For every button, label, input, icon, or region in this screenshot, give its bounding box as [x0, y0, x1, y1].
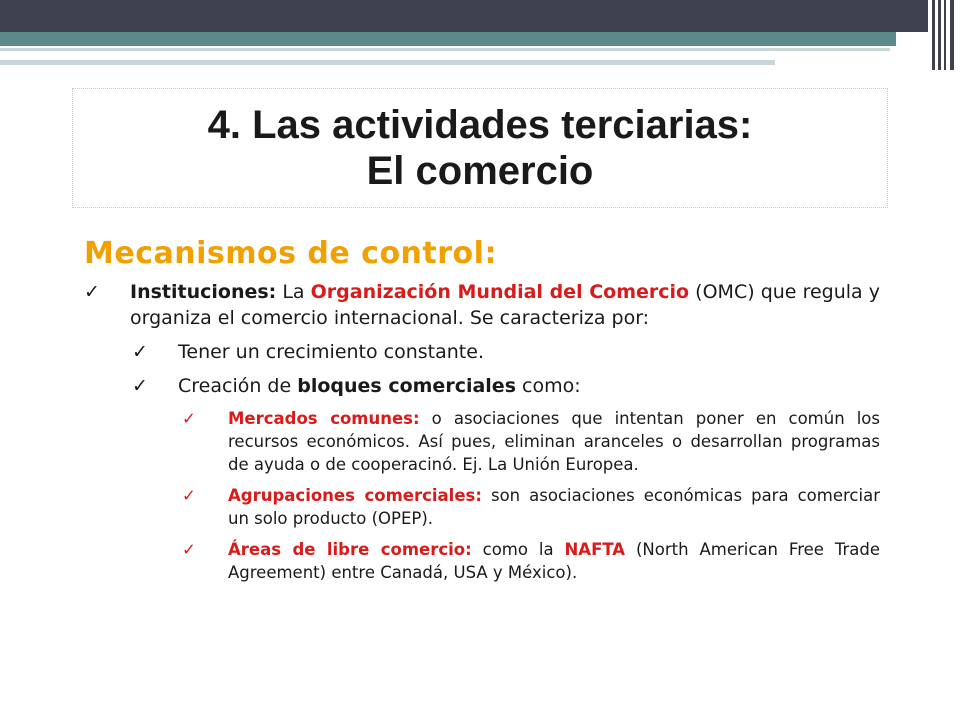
- bullet-label: Agrupaciones comerciales:: [228, 486, 482, 505]
- bullet-instituciones: [84, 279, 880, 331]
- checkmark-icon: ✓: [132, 341, 148, 363]
- top-bar-vertical-stripe: [932, 0, 935, 70]
- sub-bullet-bloques: [132, 373, 880, 399]
- bullet-text: o asociaciones que intentan poner en común los recursos económicos. Así pues, eliminan aranceles o desarrollan programas de ayuda o de cooperacinó. Ej. La Unión Europea.: [228, 409, 880, 474]
- top-bar-line: [0, 60, 775, 65]
- slide-title-line-2: El comercio: [366, 149, 594, 193]
- top-bar-teal: [0, 32, 896, 46]
- sub-bullet-text: como:: [516, 375, 581, 397]
- checkmark-icon: ✓: [132, 375, 148, 397]
- sub-bullet-bold: bloques comerciales: [297, 375, 516, 397]
- top-bar-vertical-stripe: [950, 0, 954, 70]
- bullet-text: son asociaciones económicas para comerciar un solo producto (OPEP).: [228, 486, 880, 528]
- slide-content: [84, 236, 880, 584]
- section-heading: Mecanismos de control:: [84, 236, 497, 271]
- decorative-top-bar: [0, 0, 960, 70]
- bullet-text: La: [276, 281, 311, 303]
- bullet-agrupaciones: [182, 484, 880, 530]
- organization-name: Organización Mundial del Comercio: [310, 281, 690, 303]
- sub-bullet-text: Tener un crecimiento constante.: [178, 341, 484, 363]
- nafta-highlight: NAFTA: [564, 540, 626, 559]
- top-bar-dark: [0, 0, 928, 32]
- bullet-label: Mercados comunes:: [228, 409, 420, 428]
- sub-bullet-crecimiento: [132, 339, 880, 365]
- sub-bullet-text: Creación de: [178, 375, 298, 397]
- checkmark-icon: ✓: [84, 281, 100, 303]
- bullet-mercados-comunes: [182, 407, 880, 476]
- bullet-text: (OMC) que regula y organiza el comercio internacional. Se caracteriza por:: [130, 281, 880, 329]
- checkmark-icon: ✓: [182, 409, 196, 428]
- bullet-text: como la: [471, 540, 565, 559]
- bullet-text: (North American Free Trade Agreement) entre Canadá, USA y México).: [228, 540, 881, 582]
- slide-title-box: [72, 88, 888, 208]
- top-bar-line: [0, 48, 890, 51]
- top-bar-vertical-stripe: [938, 0, 941, 70]
- checkmark-icon: ✓: [182, 540, 196, 559]
- bullet-label: Instituciones:: [130, 281, 277, 303]
- checkmark-icon: ✓: [182, 486, 196, 505]
- bullet-areas-libre-comercio: [182, 538, 880, 584]
- top-bar-vertical-stripe: [944, 0, 946, 70]
- slide-title-line-1: 4. Las actividades terciarias:: [207, 103, 753, 147]
- bullet-label: Áreas de libre comercio:: [228, 540, 472, 559]
